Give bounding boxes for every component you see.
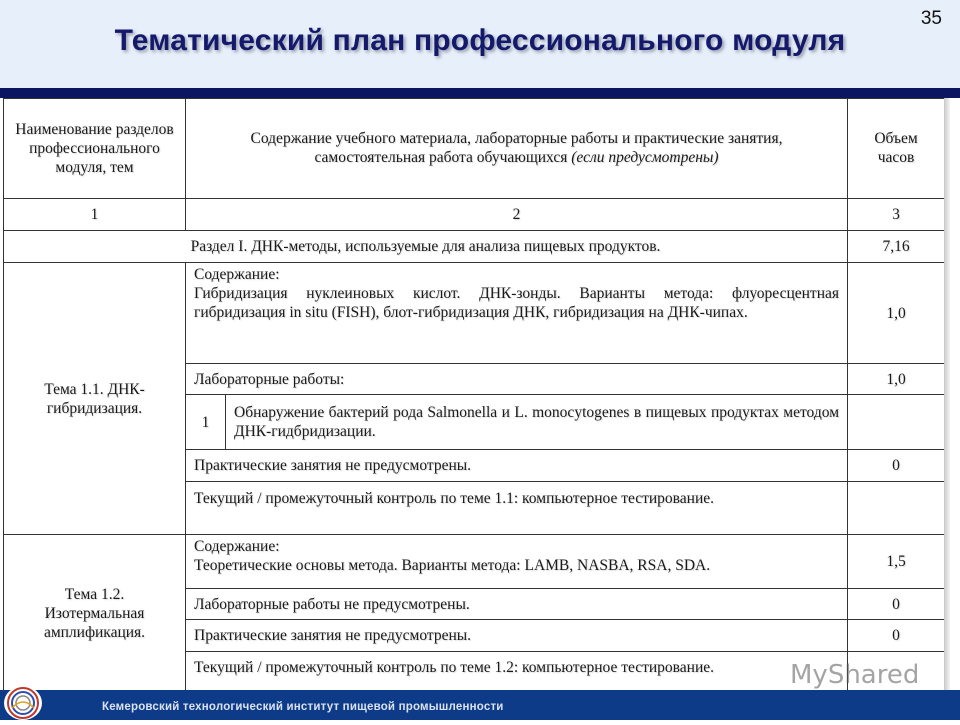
topic-2-lab-hours: 0: [848, 589, 945, 620]
slide-footer: [0, 690, 960, 720]
topic-1-practice-hours: 0: [848, 450, 945, 482]
topic-2-content-text: Теоретические основы метода. Варианты метода: LAMB, NASBA, RSA, SDA.: [194, 557, 711, 574]
header-col-name: Наименование разделов профессионального модуля, тем: [4, 99, 186, 199]
topic-1-lab-item-hours: [848, 395, 945, 450]
topic-2-practice-hours: 0: [848, 620, 945, 652]
slide-title: Тематический план профессионального модуля: [114, 24, 846, 57]
topic-1-name: Тема 1.1. ДНК-гибридизация.: [4, 263, 186, 535]
topic-1-content: [186, 263, 848, 364]
header-col-content: [186, 99, 848, 199]
topic-1-content-label: Содержание:: [194, 266, 280, 283]
slide-header: [0, 0, 960, 89]
header-content-italic: (если предусмотрены): [571, 149, 719, 166]
topic-1-control-label: Текущий / промежуточный контроль по теме 1.1: компьютерное тестирование.: [186, 482, 848, 535]
topic-2-content: [186, 535, 848, 589]
col-number-3: 3: [848, 199, 945, 231]
topic-1-content-row: [4, 263, 945, 364]
topic-2-practice-label: Практические занятия не предусмотрены.: [186, 620, 848, 652]
topic-1-control-hours: [848, 482, 945, 535]
topic-1-content-text: Гибридизация нуклеиновых кислот. ДНК-зонды. Варианты метода: флуоресцентная гибридизация in situ (FISH), блот-гибридизация ДНК, гибридизация на ДНК-чипах.: [194, 285, 840, 321]
institution-name: Кемеровский технологический институт пищевой промышленности: [102, 701, 504, 713]
table-shadow: [944, 98, 950, 690]
header-col-hours: Объем часов: [848, 99, 945, 199]
topic-2-control-label: Текущий / промежуточный контроль по теме 1.2: компьютерное тестирование.: [186, 652, 848, 692]
header-divider: [0, 88, 960, 98]
header-content-text: Содержание учебного материала, лабораторные работы и практические занятия, самостоятельная работа обучающихся: [250, 130, 783, 166]
topic-2-name: Тема 1.2. Изотермальная амплификация.: [4, 535, 186, 692]
section-row: [4, 231, 945, 263]
topic-1-practice-label: Практические занятия не предусмотрены.: [186, 450, 848, 482]
topic-1-lab-label: Лабораторные работы:: [186, 364, 848, 395]
column-number-row: [4, 199, 945, 231]
topic-1-lab-hours: 1,0: [848, 364, 945, 395]
thematic-plan-table: [3, 98, 945, 692]
topic-2-lab-label: Лабораторные работы не предусмотрены.: [186, 589, 848, 620]
institute-logo-icon: [4, 686, 42, 720]
section-title: Раздел I. ДНК-методы, используемые для анализа пищевых продуктов.: [4, 231, 848, 263]
section-hours: 7,16: [848, 231, 945, 263]
col-number-2: 2: [186, 199, 848, 231]
topic-1-lab-item-num: 1: [186, 395, 226, 450]
topic-1-lab-item-text: Обнаружение бактерий рода Salmonella и L. monocytogenes в пищевых продуктах методом ДНК-гидбридизации.: [226, 395, 848, 450]
topic-2-content-label: Содержание:: [194, 538, 280, 555]
col-number-1: 1: [4, 199, 186, 231]
topic-2-content-hours: 1,5: [848, 535, 945, 589]
topic-1-content-hours: 1,0: [848, 263, 945, 364]
page-number: 35: [920, 8, 942, 29]
topic-2-content-row: [4, 535, 945, 589]
watermark: MyShared: [790, 660, 920, 690]
table-header-row: [4, 99, 945, 199]
